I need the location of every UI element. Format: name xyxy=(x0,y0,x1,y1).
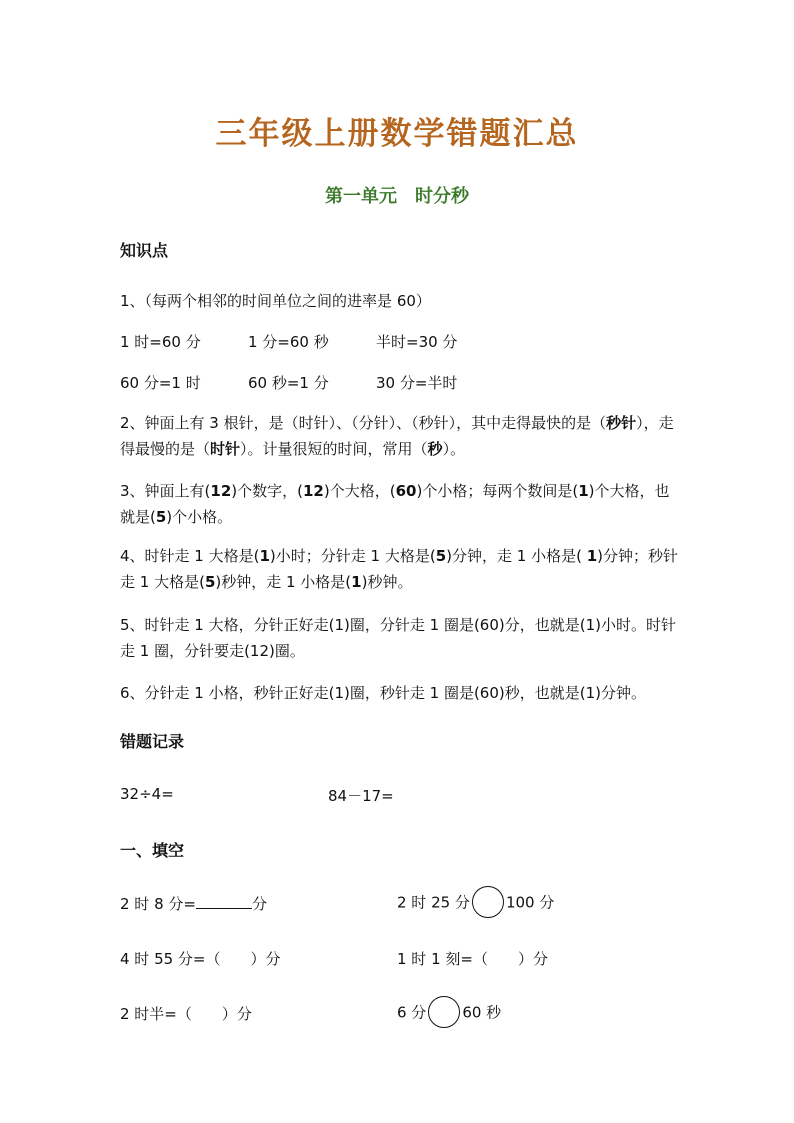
knowledge-point-6: 6、分针走 1 小格，秒针正好走(1)圈，秒针走 1 圈是(60)秒，也就是(1)分钟。 xyxy=(120,684,646,702)
compare-question-1: 2 时 25 分 100 分 xyxy=(397,886,554,918)
conversion-2b: 60 秒=1 分 xyxy=(248,374,329,392)
fill-question-4: 1 时 1 刻=（ ）分 xyxy=(397,950,548,968)
conversion-1b: 1 分=60 秒 xyxy=(248,333,329,351)
compare-question-2: 6 分 60 秒 xyxy=(397,996,501,1028)
fill-blank-heading: 一、填空 xyxy=(120,841,185,860)
knowledge-point-5: 5、时针走 1 大格，分针正好走(1)圈，分针走 1 圈是(60)分，也就是(1)小时。时针走 1 圈，分针要走(12)圈。 xyxy=(120,616,676,660)
conversion-1a: 1 时=60 分 xyxy=(120,333,201,351)
conversion-2c: 30 分=半时 xyxy=(376,374,458,392)
knowledge-heading: 知识点 xyxy=(120,241,169,260)
fill-question-5: 2 时半=（ ）分 xyxy=(120,1005,252,1023)
calc-problem-1: 32÷4= xyxy=(120,785,174,803)
unit-title xyxy=(0,182,794,208)
fill-question-3: 4 时 55 分=（ ）分 xyxy=(120,950,281,968)
conversion-1c: 半时=30 分 xyxy=(376,333,458,351)
error-record-heading: 错题记录 xyxy=(120,732,185,751)
page-title: 三年级上册数学错题汇总 xyxy=(215,116,579,152)
compare-circle[interactable] xyxy=(428,996,460,1028)
compare-circle[interactable] xyxy=(472,886,504,918)
knowledge-point-2: 2、钟面上有 3 根针，是（时针）、（分针）、（秒针），其中走得最快的是（秒针），走得最慢的是（时针）。计量很短的时间，常用（秒）。 xyxy=(120,414,674,458)
answer-blank[interactable] xyxy=(196,894,252,909)
knowledge-point-3: 3、钟面上有(12)个数字，(12)个大格，(60)个小格；每两个数间是(1)个大格，也就是(5)个小格。 xyxy=(120,482,670,526)
unit-name: 时分秒 xyxy=(415,186,469,207)
knowledge-point-1: 1、（每两个相邻的时间单位之间的进率是 60） xyxy=(120,292,431,310)
fill-question-1: 2 时 8 分= 分 xyxy=(120,895,267,913)
knowledge-point-4: 4、时针走 1 大格是(1)小时；分针走 1 大格是(5)分钟，走 1 小格是( 1)分钟；秒针走 1 大格是(5)秒钟，走 1 小格是(1)秒钟。 xyxy=(120,547,679,591)
conversion-2a: 60 分=1 时 xyxy=(120,374,201,392)
calc-problem-2: 84－17= xyxy=(328,787,394,805)
unit-number: 第一单元 xyxy=(325,186,397,207)
